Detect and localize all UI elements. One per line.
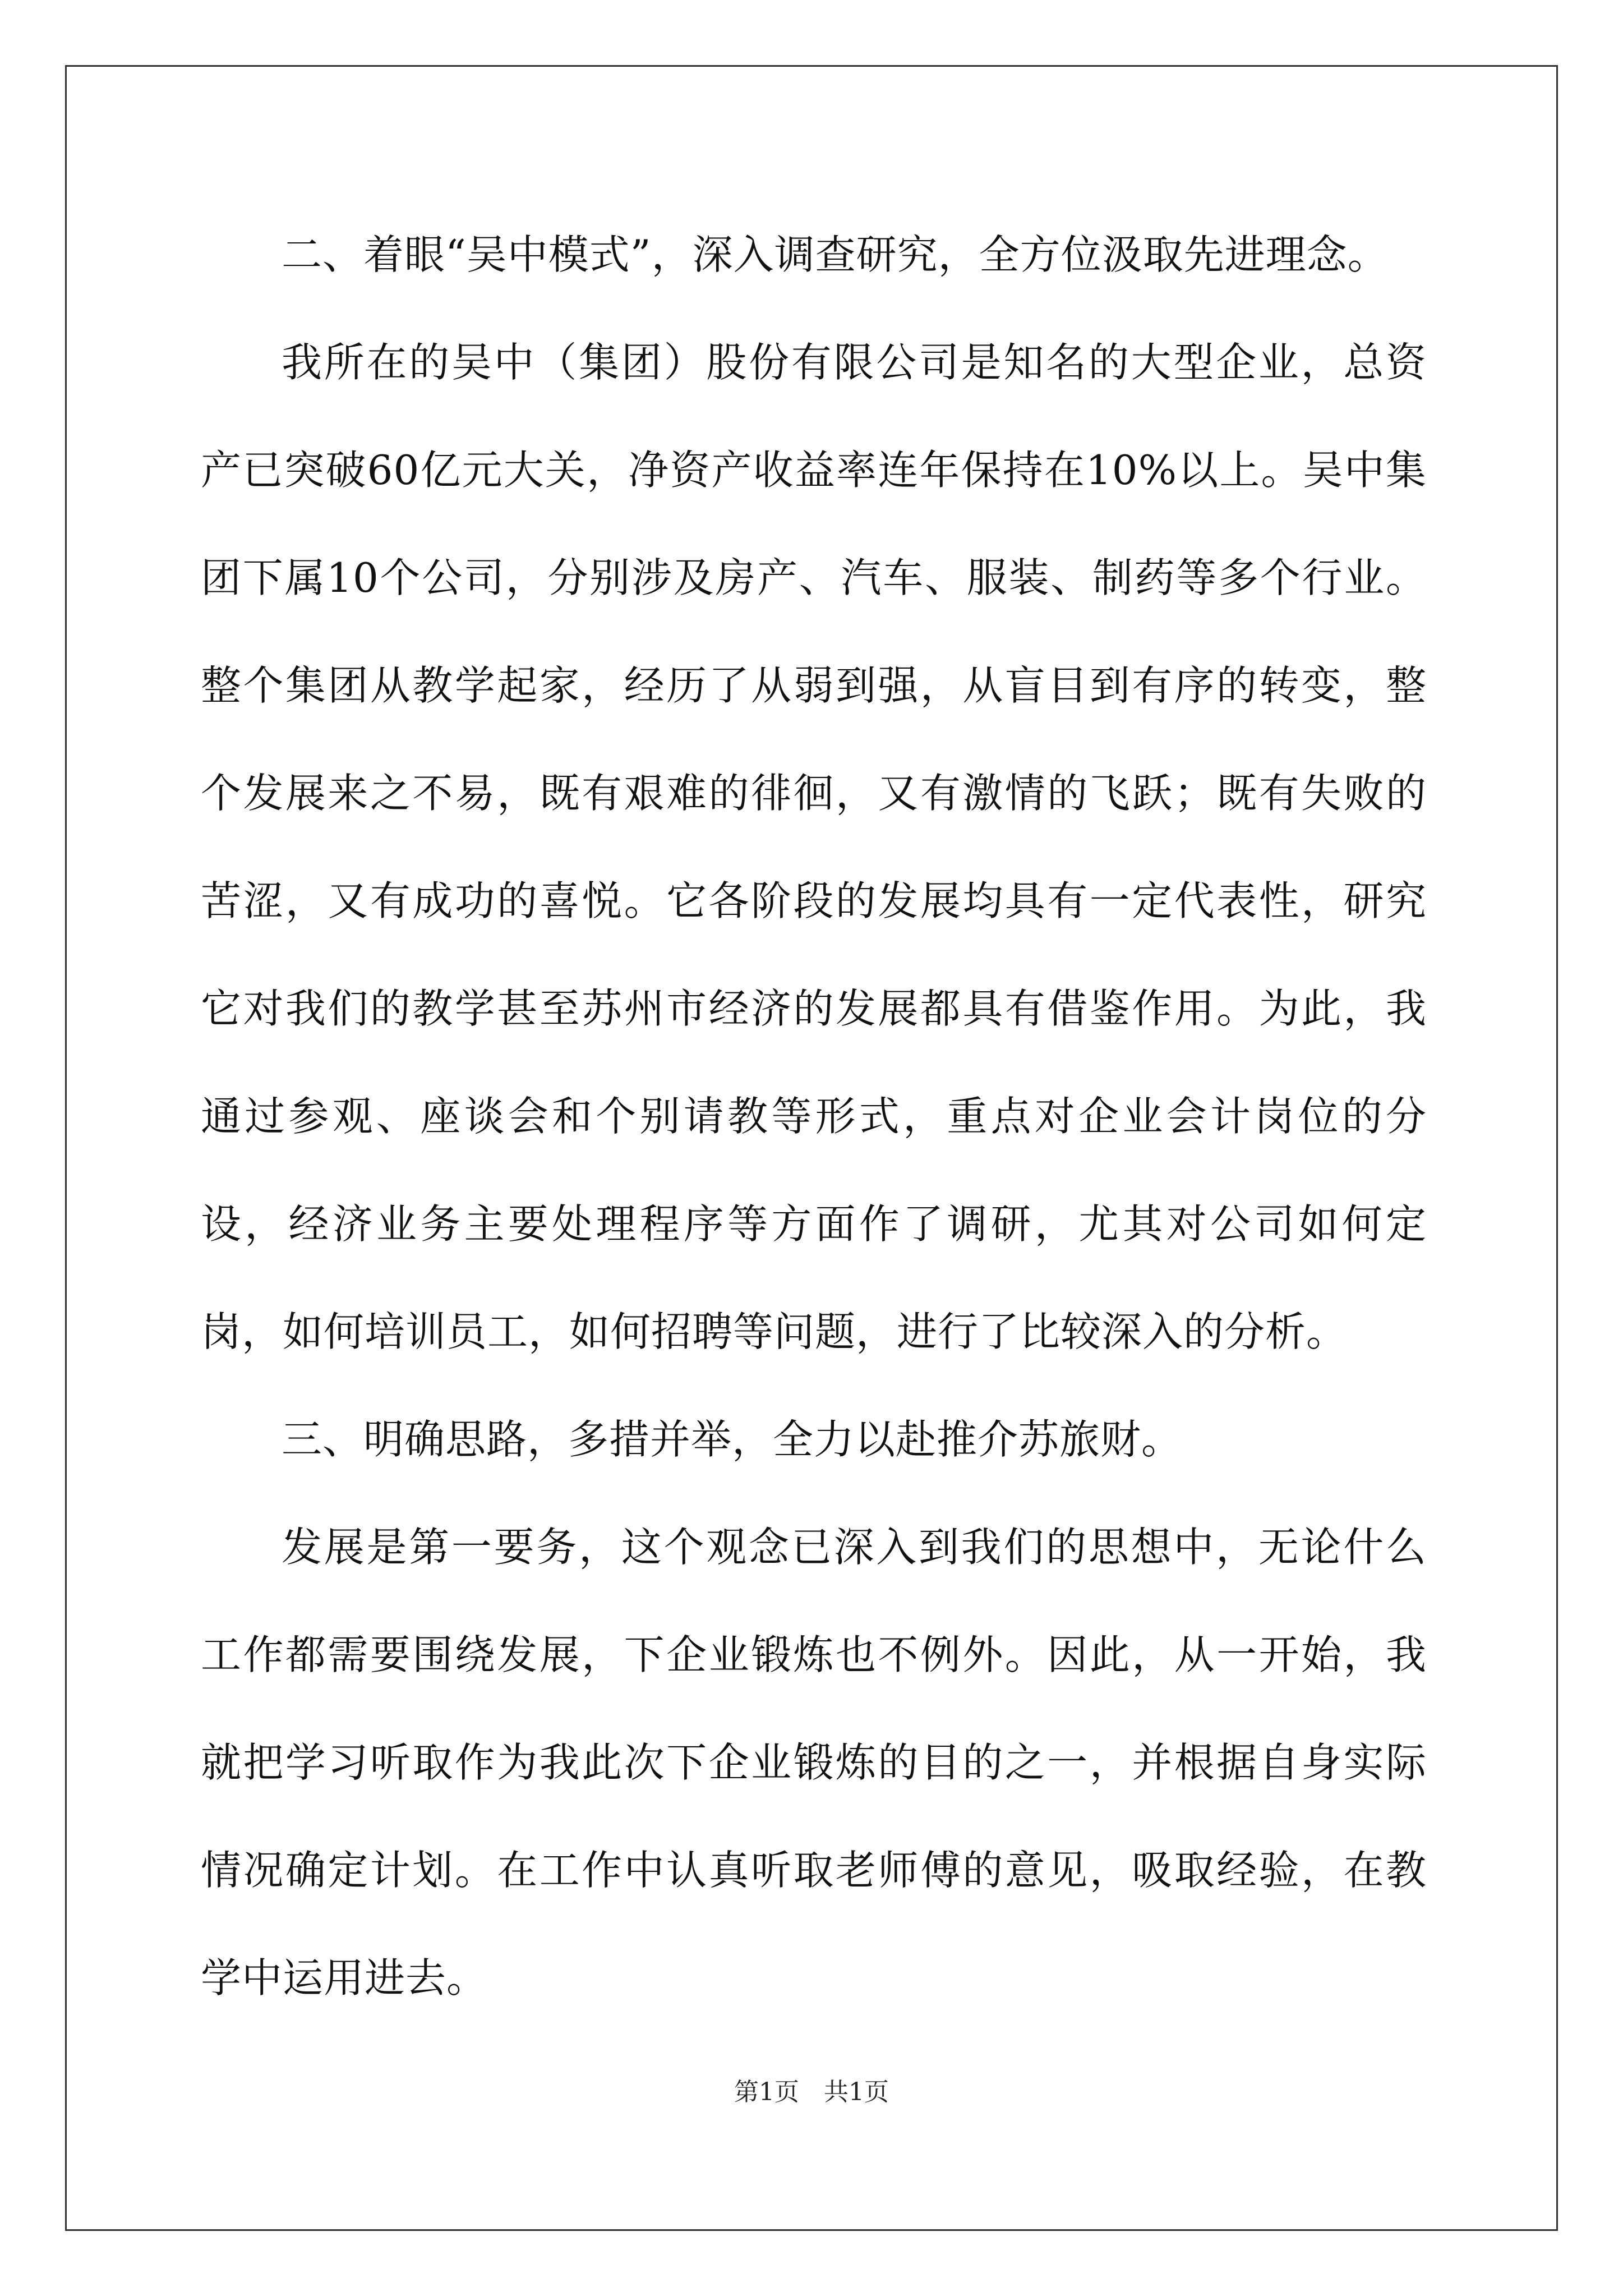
body-paragraph-1: 我所在的吴中（集团）股份有限公司是知名的大型企业，总资产已突破60亿元大关，净资产收益率连年保持在10%以上。吴中集团下属10个公司，分别涉及房产、汽车、服装、制药等多个行业。整个集团从教学起家，经历了从弱到强，从盲目到有序的转变，整个发展来之不易，既有艰难的徘徊，又有激情的飞跃；既有失败的苦涩，又有成功的喜悦。它各阶段的发展均具有一定代表性，研究它对我们的教学甚至苏州市经济的发展都具有借鉴作用。为此，我通过参观、座谈会和个别请教等形式，重点对企业会计岗位的分设，经济业务主要处理程序等方面作了调研，尤其对公司如何定岗，如何培训员工，如何招聘等问题，进行了比较深入的分析。 — [201, 339, 1427, 1355]
document-body — [201, 201, 1427, 2032]
page-number: 第1页 共1页 — [734, 2078, 889, 2106]
section-heading-3: 三、明确思路，多措并举，全力以赴推介苏旅财。 — [282, 1416, 1183, 1463]
section-heading-2: 二、着眼“吴中模式”，深入调查研究，全方位汲取先进理念。 — [282, 231, 1389, 278]
body-paragraph-2: 发展是第一要务，这个观念已深入到我们的思想中，无论什么工作都需要围绕发展，下企业锻炼也不例外。因此，从一开始，我就把学习听取作为我此次下企业锻炼的目的之一，并根据自身实际情况确定计划。在工作中认真听取老师傅的意见，吸取经验，在教学中运用进去。 — [201, 1524, 1427, 2001]
